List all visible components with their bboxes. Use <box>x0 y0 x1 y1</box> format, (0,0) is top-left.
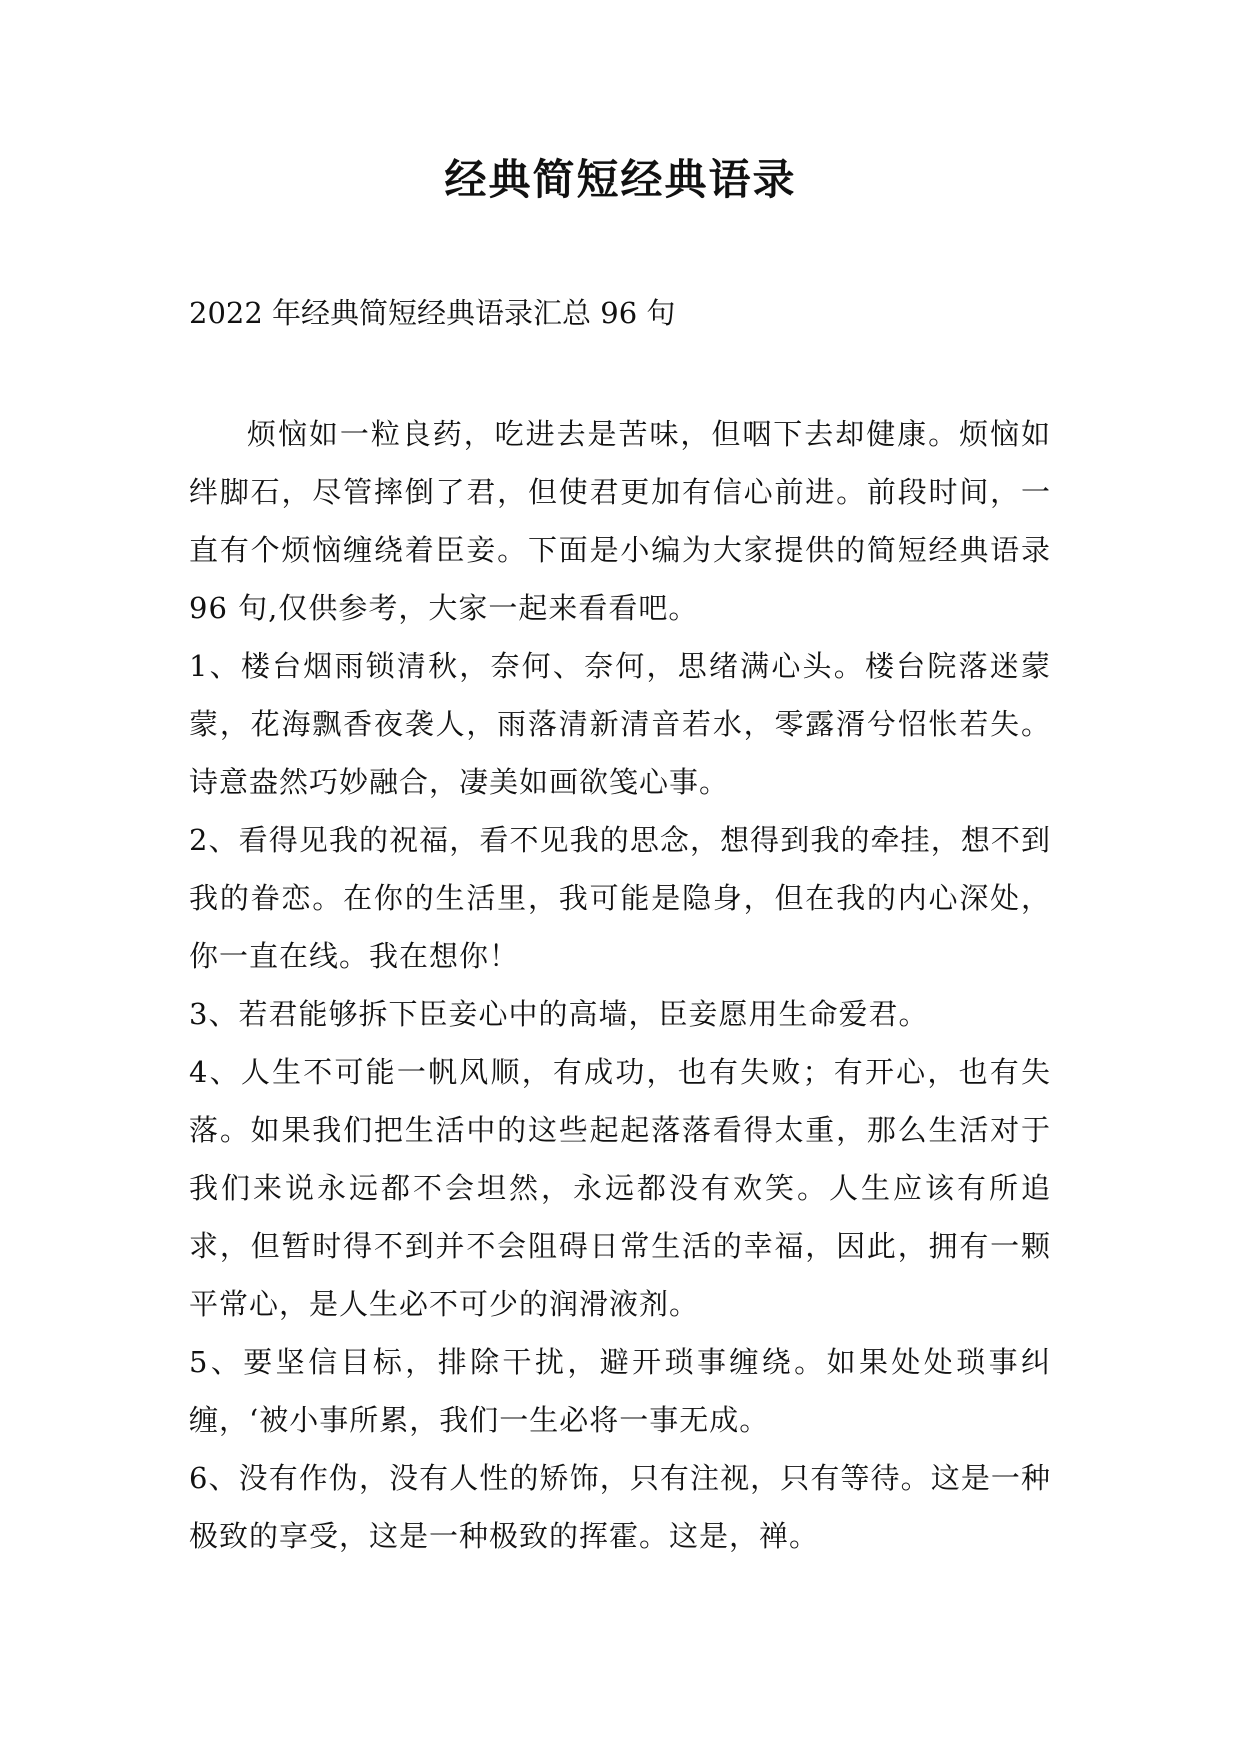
page-title: 经典简短经典语录 <box>444 155 797 204</box>
list-item: 4、人生不可能一帆风顺，有成功，也有失败；有开心，也有失落。如果我们把生活中的这些起起落落看得太重，那么生活对于我们来说永远都不会坦然，永远都没有欢笑。人生应该有所追求，但暂时得不到并不会阻碍日常生活的幸福，因此，拥有一颗平常心，是人生必不可少的润滑液剂。 <box>189 1055 1051 1321</box>
list-item: 5、要坚信目标，排除干扰，避开琐事缠绕。如果处处琐事纠缠，‘被小事所累，我们一生必将一事无成。 <box>189 1345 1051 1437</box>
list-item: 1、楼台烟雨锁清秋，奈何、奈何，思绪满心头。楼台院落迷蒙蒙，花海飘香夜袭人，雨落清新清音若水，零露湑兮怊怅若失。诗意盎然巧妙融合，凄美如画欲笺心事。 <box>189 649 1051 799</box>
document-subtitle: 2022 年经典简短经典语录汇总 96 句 <box>189 296 676 330</box>
list-item: 6、没有作伪，没有人性的矫饰，只有注视，只有等待。这是一种极致的享受，这是一种极致的挥霍。这是，禅。 <box>189 1461 1051 1553</box>
document-body <box>189 405 1051 1565</box>
list-item: 3、若君能够拆下臣妾心中的高墙，臣妾愿用生命爱君。 <box>189 997 929 1031</box>
intro-paragraph: 烦恼如一粒良药，吃进去是苦味，但咽下去却健康。烦恼如绊脚石，尽管摔倒了君，但使君更加有信心前进。前段时间，一直有个烦恼缠绕着臣妾。下面是小编为大家提供的简短经典语录 96 句,仅供参考，大家一起来看看吧。 <box>189 417 1051 625</box>
list-item: 2、看得见我的祝福，看不见我的思念，想得到我的牵挂，想不到我的眷恋。在你的生活里，我可能是隐身，但在我的内心深处，你一直在线。我在想你！ <box>189 823 1051 973</box>
